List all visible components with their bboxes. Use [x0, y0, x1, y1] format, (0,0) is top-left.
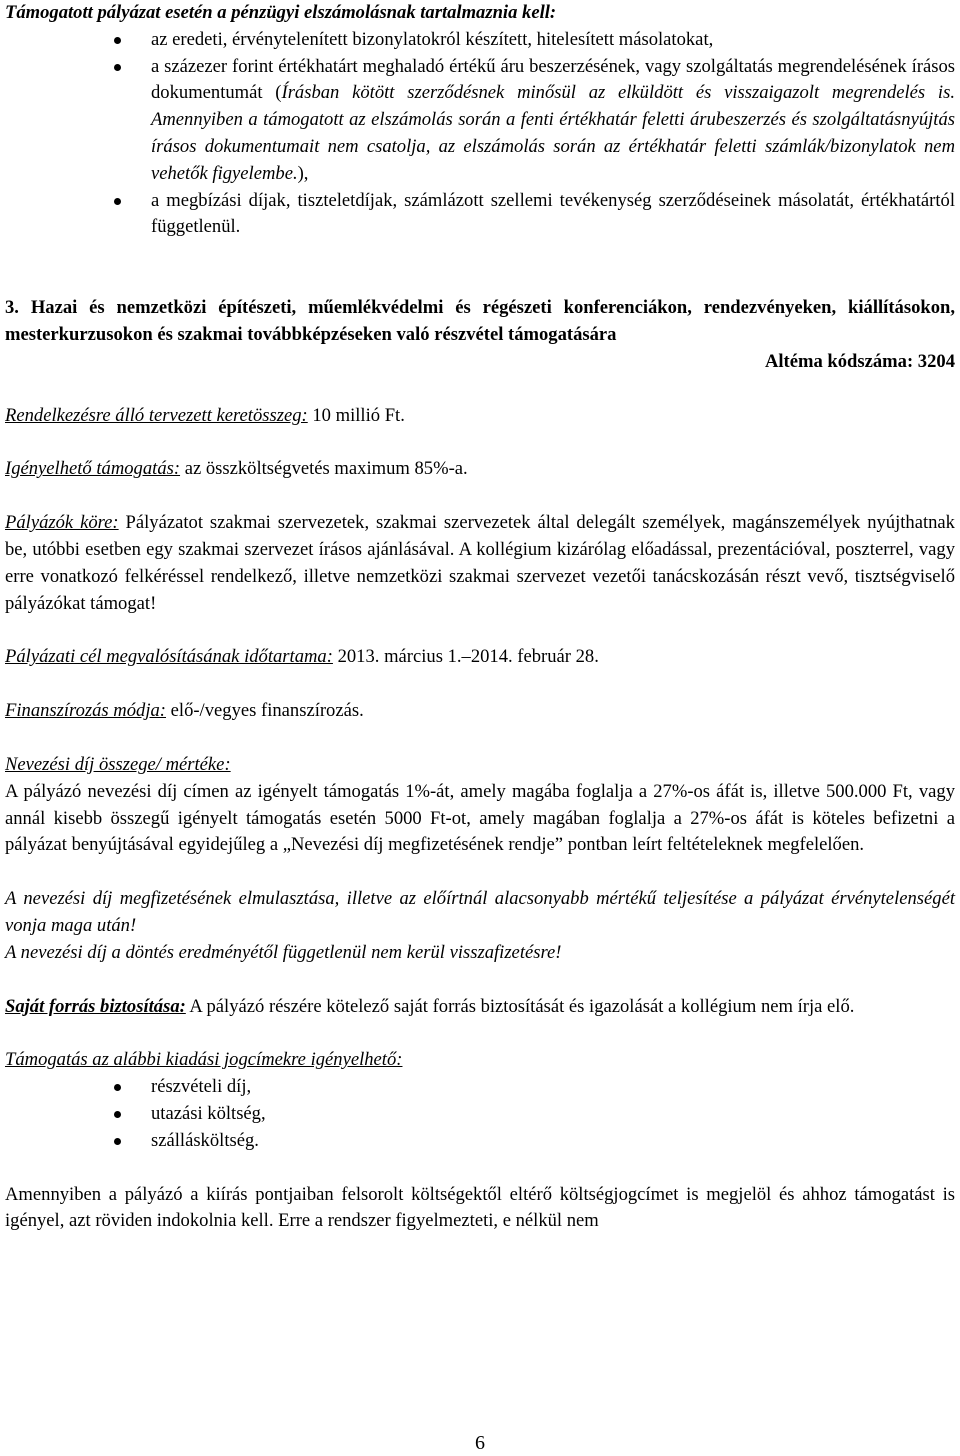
- own-resource-value: A pályázó részére kötelező saját forrás biztosítását és igazolását a kollégium nem írja elő.: [185, 995, 855, 1017]
- list-item-text: részvételi díj,: [151, 1076, 252, 1098]
- applicants-label: Pályázók köre:: [5, 512, 119, 534]
- document-page: [5, 0, 955, 1235]
- applicants-paragraph: [5, 510, 955, 617]
- list-item: [5, 1074, 955, 1101]
- cost-list: [5, 1074, 955, 1154]
- list-item-text-end: ),: [297, 162, 309, 184]
- fee-heading: [5, 752, 955, 779]
- bullet-icon: [114, 1111, 121, 1118]
- list-item-text: szállásköltség.: [151, 1129, 259, 1151]
- settlement-heading: Támogatott pályázat esetén a pénzügyi elszámolásnak tartalmaznia kell:: [5, 2, 557, 23]
- budget-value: 10 millió Ft.: [307, 404, 405, 426]
- list-item-text: az eredeti, érvénytelenített bizonylatokról készített, hitelesített másolatokat,: [151, 28, 714, 50]
- bullet-icon: [114, 1138, 121, 1145]
- fee-label: Nevezési díj összege/ mértéke:: [5, 753, 231, 775]
- list-item: [5, 1128, 955, 1155]
- fee-text: A pályázó nevezési díj címen az igényelt támogatás 1%-át, amely magába foglalja a 27%-os áfát is, illetve 500.000 Ft, vagy annál kisebb összegű igényelt támogatás esetén 5000 Ft-ot, amely magában foglalja a 27%-os áfát is köteles befizetni a pályázat benyújtásával egyidejűleg a „Nevezési díj megfizetésének rendje” pontban leírt feltételeknek megfelelően.: [5, 780, 955, 856]
- fee-refund-note: A nevezési díj a döntés eredményétől függetlenül nem kerül visszafizetésre!: [5, 941, 562, 963]
- support-label: Igényelhető támogatás:: [5, 458, 181, 480]
- bullet-icon: [114, 1084, 121, 1091]
- own-resource-label: Saját forrás biztosítása:: [5, 995, 186, 1017]
- budget-label: Rendelkezésre álló tervezett keretösszeg:: [5, 404, 308, 426]
- settlement-list: [5, 27, 955, 241]
- financing-paragraph: [5, 698, 955, 725]
- duration-value: 2013. március 1.–2014. február 28.: [332, 646, 599, 668]
- bullet-icon: [114, 64, 121, 71]
- list-item-text: a százezer forint értékhatárt meghaladó értékű áru beszerzésének, vagy szolgáltatás megrendelésének írásos dokumentumát (: [151, 55, 955, 104]
- list-item: [5, 27, 955, 54]
- duration-label: Pályázati cél megvalósításának időtartama:: [5, 646, 333, 668]
- bullet-icon: [114, 198, 121, 205]
- section-title: 3. Hazai és nemzetközi építészeti, műemlékvédelmi és régészeti konferenciákon, rendezvényeken, kiállításokon, mesterkurzusokon és szakmai továbbképzéseken való részvétel támogatására: [5, 297, 955, 345]
- budget-paragraph: [5, 403, 955, 430]
- page-number: 6: [475, 1432, 485, 1454]
- list-item-note: Írásban kötött szerződésnek minősül az elküldött és visszaigazolt megrendelés is. Amennyiben a támogatott az elszámolás során a fenti értékhatár feletti árubeszerzés és szolgáltatásnyújtás írásos dokumentumait nem csatolja, az elszámolás során az értékhatár feletti számlák/bizonylatok nem vehetők figyelembe.: [151, 82, 955, 184]
- list-item: [5, 1101, 955, 1128]
- support-value: az összköltségvetés maximum 85%-a.: [180, 458, 468, 480]
- list-item: [5, 54, 955, 188]
- own-resource-paragraph: [5, 994, 955, 1021]
- support-paragraph: [5, 456, 955, 483]
- financing-label: Finanszírozás módja:: [5, 700, 166, 722]
- list-item-text: a megbízási díjak, tiszteletdíjak, számlázott szellemi tevékenység szerződéseinek másolatát, értékhatártól függetlenül.: [151, 189, 955, 238]
- bullet-icon: [114, 37, 121, 44]
- fee-warning: A nevezési díj megfizetésének elmulasztása, illetve az előírtnál alacsonyabb mértékű teljesítése a pályázat érvénytelenségét vonja maga után!: [5, 888, 955, 936]
- duration-paragraph: [5, 644, 955, 671]
- list-item: [5, 188, 955, 242]
- subtopic-code: Altéma kódszáma: 3204: [764, 350, 955, 372]
- financing-value: elő-/vegyes finanszírozás.: [166, 700, 364, 722]
- cost-label: Támogatás az alábbi kiadási jogcímekre igényelhető:: [5, 1049, 403, 1071]
- closing-paragraph: Amennyiben a pályázó a kiírás pontjaiban felsorolt költségektől eltérő költségjogcímet is megjelöl és ahhoz támogatást is igényel, azt röviden indokolnia kell. Erre a rendszer figyelmezteti, e nélkül nem: [5, 1183, 955, 1232]
- applicants-value: Pályázatot szakmai szervezetek, szakmai szervezetek által delegált személyek, magánszemélyek nyújthatnak be, utóbbi esetben egy szakmai szervezet írásos ajánlásával. A kollégium kizárólag előadással, prezentációval, poszterrel, vagy erre vonatkozó felkéréssel rendelkező, illetve nemzetközi szakmai szervezet vezetői tanácskozásán részt vevő, tisztségviselő pályázókat támogat!: [5, 512, 955, 614]
- list-item-text: utazási költség,: [151, 1102, 266, 1124]
- cost-heading: [5, 1047, 955, 1074]
